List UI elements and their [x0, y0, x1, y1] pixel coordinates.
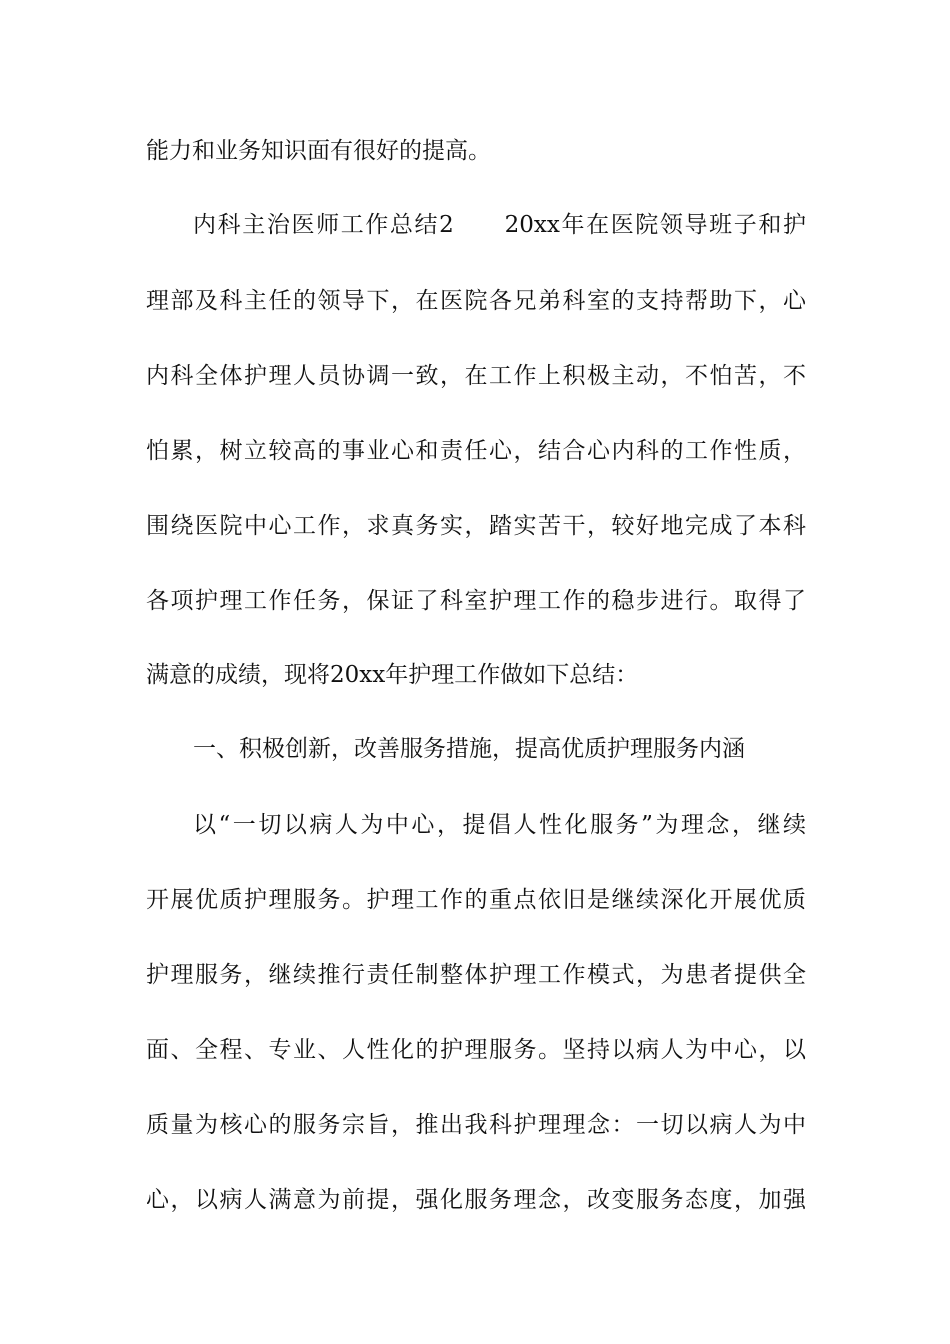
- text-line: 质量为核心的服务宗旨，推出我科护理理念：一切以病人为中: [146, 1112, 806, 1138]
- section-heading: 一、积极创新，改善服务措施，提高优质护理服务内涵: [193, 736, 745, 762]
- text-line: 理部及科主任的领导下，在医院各兄弟科室的支持帮助下，心: [146, 288, 806, 314]
- text-line: 怕累，树立较高的事业心和责任心，结合心内科的工作性质，: [146, 438, 806, 464]
- text-line: 各项护理工作任务，保证了科室护理工作的稳步进行。取得了: [146, 588, 806, 614]
- text-line: 内科主治医师工作总结2 20xx年在医院领导班子和护: [193, 212, 806, 238]
- text-line: 心，以病人满意为前提，强化服务理念，改变服务态度，加强: [146, 1187, 806, 1213]
- text-line: 开展优质护理服务。护理工作的重点依旧是继续深化开展优质: [146, 887, 806, 913]
- text-line: 内科全体护理人员协调一致，在工作上积极主动，不怕苦，不: [146, 363, 806, 389]
- text-line: 围绕医院中心工作，求真务实，踏实苦干，较好地完成了本科: [146, 513, 806, 539]
- text-line: 以“一切以病人为中心，提倡人性化服务”为理念，继续: [193, 812, 806, 838]
- text-line: 护理服务，继续推行责任制整体护理工作模式，为患者提供全: [146, 962, 806, 988]
- text-line: 能力和业务知识面有很好的提高。: [146, 138, 491, 164]
- text-line: 满意的成绩，现将20xx年护理工作做如下总结：: [146, 662, 639, 688]
- text-line: 面、全程、专业、人性化的护理服务。坚持以病人为中心，以: [146, 1037, 806, 1063]
